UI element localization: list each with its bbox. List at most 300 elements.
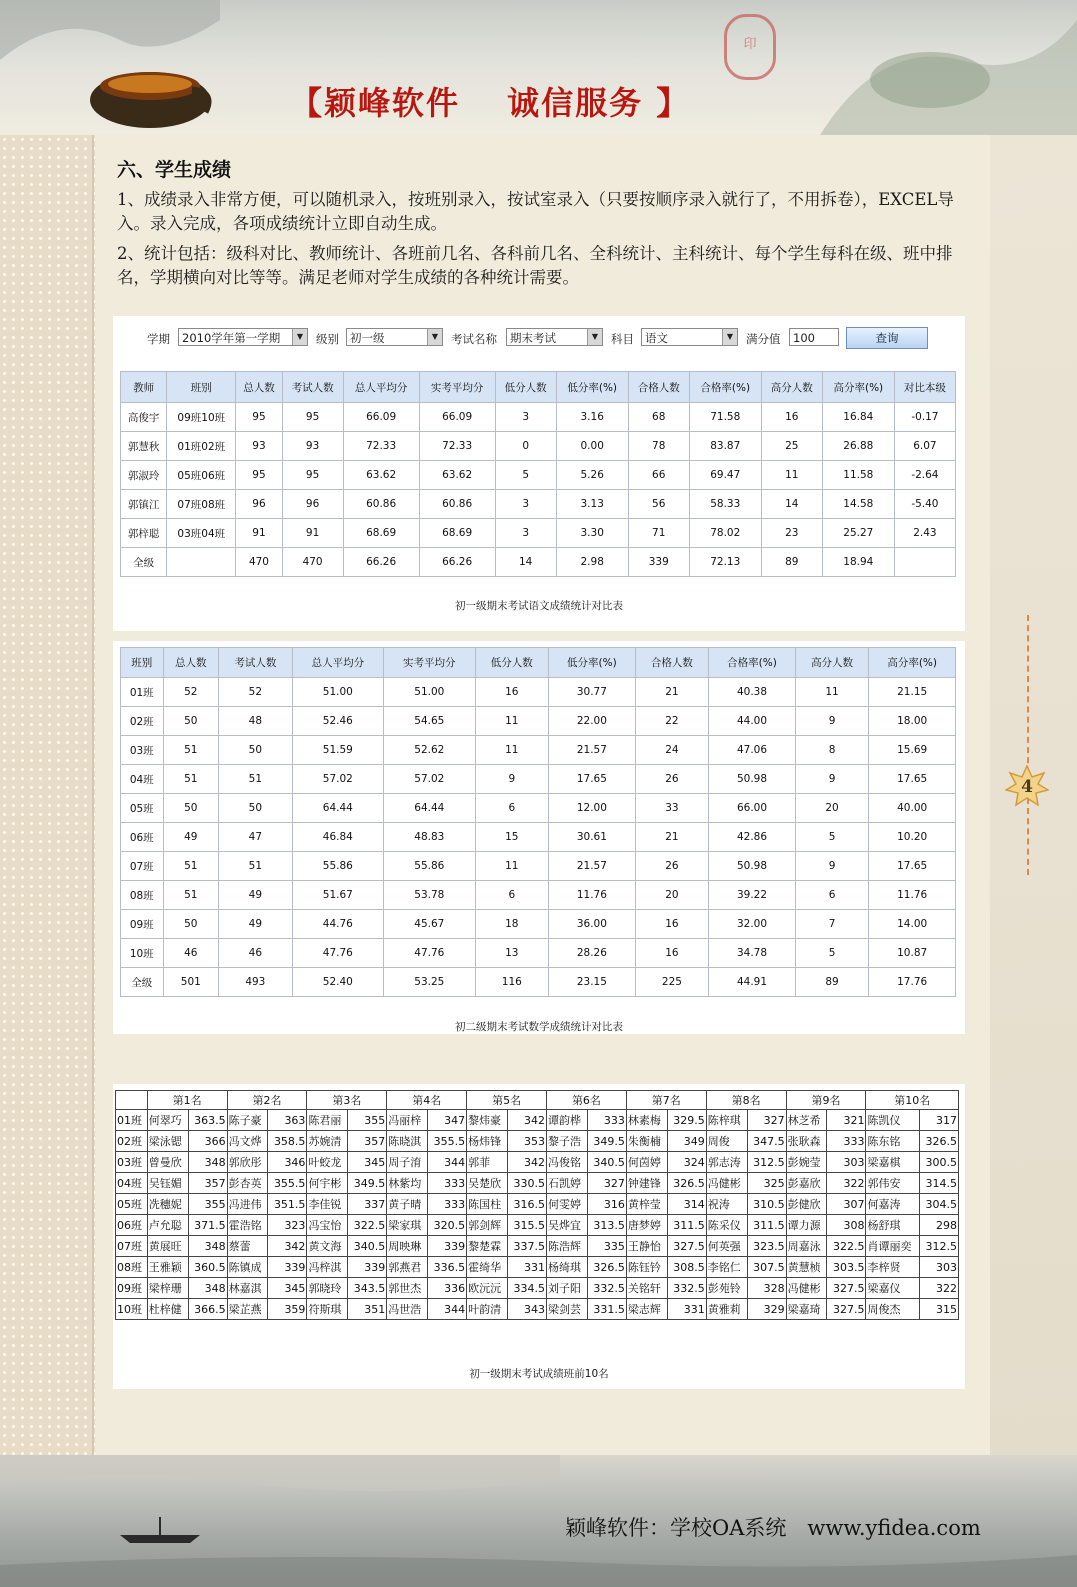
score-cell: 322.5 bbox=[827, 1236, 866, 1257]
table-cell: 57.02 bbox=[384, 765, 475, 794]
top10-panel bbox=[113, 1084, 965, 1389]
table-cell: 11 bbox=[475, 736, 549, 765]
student-name: 陈浩辉 bbox=[547, 1236, 588, 1257]
student-name: 周映琳 bbox=[387, 1236, 428, 1257]
student-name: 石凯婷 bbox=[547, 1173, 588, 1194]
student-name: 郭伟安 bbox=[866, 1173, 919, 1194]
table-cell: 05班 bbox=[121, 794, 164, 823]
table-cell: 55.86 bbox=[384, 852, 475, 881]
class-cell: 04班 bbox=[116, 1173, 148, 1194]
student-name: 肖谭丽奕 bbox=[866, 1236, 919, 1257]
table-row bbox=[121, 707, 956, 736]
score-cell: 360.5 bbox=[188, 1257, 227, 1278]
score-cell: 327.5 bbox=[827, 1299, 866, 1320]
table-cell: 郭慧秋 bbox=[121, 432, 167, 461]
column-header: 教师 bbox=[121, 372, 167, 403]
score-cell: 326.5 bbox=[587, 1257, 626, 1278]
student-name: 冯梓淇 bbox=[307, 1257, 348, 1278]
score-cell: 343.5 bbox=[348, 1278, 387, 1299]
table-cell: 20 bbox=[635, 881, 709, 910]
table-cell bbox=[894, 548, 955, 577]
student-name: 冯健彬 bbox=[786, 1278, 827, 1299]
table-cell: 93 bbox=[236, 432, 282, 461]
score-cell: 315 bbox=[919, 1299, 958, 1320]
score-cell: 337.5 bbox=[507, 1236, 546, 1257]
column-header: 低分率(%) bbox=[556, 372, 628, 403]
score-cell: 317 bbox=[919, 1110, 958, 1131]
table-cell: 郭梓聪 bbox=[121, 519, 167, 548]
score-cell: 336.5 bbox=[428, 1257, 467, 1278]
score-cell: 314.5 bbox=[919, 1173, 958, 1194]
student-name: 梁家琪 bbox=[387, 1215, 428, 1236]
table-cell: 93 bbox=[282, 432, 343, 461]
student-name: 杜梓健 bbox=[147, 1299, 188, 1320]
class-cell: 10班 bbox=[116, 1299, 148, 1320]
table-cell: 5 bbox=[795, 823, 869, 852]
table-cell: 45.67 bbox=[384, 910, 475, 939]
table-cell: 66.00 bbox=[709, 794, 796, 823]
score-cell: 323.5 bbox=[747, 1236, 786, 1257]
table-cell: 52.62 bbox=[384, 736, 475, 765]
column-header: 合格率(%) bbox=[689, 372, 761, 403]
table-cell: 46 bbox=[163, 939, 219, 968]
score-cell: 326.5 bbox=[919, 1131, 958, 1152]
table-cell: 51 bbox=[219, 852, 293, 881]
column-header: 低分人数 bbox=[495, 372, 556, 403]
table-cell: 50 bbox=[163, 910, 219, 939]
table-cell: 42.86 bbox=[709, 823, 796, 852]
score-cell: 358.5 bbox=[268, 1131, 307, 1152]
score-cell: 337 bbox=[348, 1194, 387, 1215]
table-row bbox=[116, 1110, 959, 1131]
table-cell: 11 bbox=[795, 678, 869, 707]
table-cell: 14 bbox=[761, 490, 822, 519]
table-cell: 44.91 bbox=[709, 968, 796, 997]
column-header: 高分率(%) bbox=[822, 372, 894, 403]
table-cell: 51 bbox=[163, 765, 219, 794]
grade-select[interactable]: 初一级 ▼ bbox=[346, 328, 443, 346]
class-cell: 07班 bbox=[116, 1236, 148, 1257]
table-cell: 78.02 bbox=[689, 519, 761, 548]
score-cell: 332.5 bbox=[667, 1278, 706, 1299]
table-cell: 72.13 bbox=[689, 548, 761, 577]
table-cell: 51 bbox=[163, 852, 219, 881]
score-cell: 371.5 bbox=[188, 1215, 227, 1236]
table-cell: 郭镇江 bbox=[121, 490, 167, 519]
table-cell: 11.58 bbox=[822, 461, 894, 490]
student-name: 林嘉淇 bbox=[227, 1278, 268, 1299]
teacher-stats-panel bbox=[113, 316, 965, 631]
table-cell: 09班10班 bbox=[167, 403, 236, 432]
table-cell: 50 bbox=[219, 794, 293, 823]
class-cell: 02班 bbox=[116, 1131, 148, 1152]
table-cell: 72.33 bbox=[419, 432, 495, 461]
table-cell: 36.00 bbox=[549, 910, 636, 939]
column-header: 实考平均分 bbox=[419, 372, 495, 403]
column-header: 第1名 bbox=[147, 1091, 227, 1110]
table-row bbox=[121, 461, 956, 490]
score-cell: 315.5 bbox=[507, 1215, 546, 1236]
table-cell: 0.00 bbox=[556, 432, 628, 461]
student-name: 欧沅沅 bbox=[467, 1278, 508, 1299]
score-cell: 316.5 bbox=[507, 1194, 546, 1215]
table-cell: 25 bbox=[761, 432, 822, 461]
table-cell: 12.00 bbox=[549, 794, 636, 823]
table-row bbox=[121, 519, 956, 548]
table-cell: 33 bbox=[635, 794, 709, 823]
table-cell: 48.83 bbox=[384, 823, 475, 852]
table-cell: 3 bbox=[495, 403, 556, 432]
score-cell: 331.5 bbox=[587, 1299, 626, 1320]
table-cell: 10.20 bbox=[869, 823, 956, 852]
student-name: 梁嘉琦 bbox=[786, 1299, 827, 1320]
table-row bbox=[121, 852, 956, 881]
student-name: 黄文海 bbox=[307, 1236, 348, 1257]
table-cell: 3.13 bbox=[556, 490, 628, 519]
table-cell: 49 bbox=[219, 910, 293, 939]
table-cell: 16 bbox=[475, 678, 549, 707]
table-cell: 02班 bbox=[121, 707, 164, 736]
table-cell: 66.26 bbox=[419, 548, 495, 577]
score-cell: 347.5 bbox=[747, 1131, 786, 1152]
student-name: 黎楚霖 bbox=[467, 1236, 508, 1257]
exam-label: 考试名称 bbox=[451, 332, 497, 346]
divider bbox=[92, 135, 94, 1455]
student-name: 黄子晴 bbox=[387, 1194, 428, 1215]
table-cell: 116 bbox=[475, 968, 549, 997]
column-header: 第3名 bbox=[307, 1091, 387, 1110]
student-name: 陈钰钤 bbox=[626, 1257, 667, 1278]
table-cell: 89 bbox=[795, 968, 869, 997]
score-cell: 342 bbox=[507, 1152, 546, 1173]
table-cell: 21.57 bbox=[549, 852, 636, 881]
score-cell: 324 bbox=[667, 1152, 706, 1173]
student-name: 冯健彬 bbox=[706, 1173, 747, 1194]
table-cell: 64.44 bbox=[384, 794, 475, 823]
subject-label: 科目 bbox=[611, 332, 634, 346]
student-name: 周俊 bbox=[706, 1131, 747, 1152]
student-name: 曾曼欣 bbox=[147, 1152, 188, 1173]
table-cell: 39.22 bbox=[709, 881, 796, 910]
score-cell: 321 bbox=[827, 1110, 866, 1131]
table-cell: 52.40 bbox=[292, 968, 383, 997]
student-name: 陈凯仪 bbox=[866, 1110, 919, 1131]
table-cell: 21.15 bbox=[869, 678, 956, 707]
table-cell: 16 bbox=[635, 939, 709, 968]
table-cell: 54.65 bbox=[384, 707, 475, 736]
table-cell: 68.69 bbox=[419, 519, 495, 548]
student-name: 梁志辉 bbox=[626, 1299, 667, 1320]
student-name: 周俊杰 bbox=[866, 1299, 919, 1320]
table-cell: 51 bbox=[163, 736, 219, 765]
table-cell: 6 bbox=[795, 881, 869, 910]
column-header: 第10名 bbox=[866, 1091, 959, 1110]
score-cell: 333 bbox=[428, 1194, 467, 1215]
student-name: 梁嘉仪 bbox=[866, 1278, 919, 1299]
table-row bbox=[121, 881, 956, 910]
column-header: 第5名 bbox=[467, 1091, 547, 1110]
column-header: 总人平均分 bbox=[343, 372, 419, 403]
table-cell: 53.78 bbox=[384, 881, 475, 910]
table-cell: 16 bbox=[761, 403, 822, 432]
table-cell: 49 bbox=[219, 881, 293, 910]
score-cell: 313.5 bbox=[587, 1215, 626, 1236]
table-cell: 71 bbox=[628, 519, 689, 548]
score-cell: 326.5 bbox=[667, 1173, 706, 1194]
table-cell: 46.84 bbox=[292, 823, 383, 852]
student-name: 何嘉涛 bbox=[866, 1194, 919, 1215]
student-name: 冯丽梓 bbox=[387, 1110, 428, 1131]
table-row bbox=[116, 1152, 959, 1173]
student-name: 陈梓琪 bbox=[706, 1110, 747, 1131]
score-cell: 303.5 bbox=[827, 1257, 866, 1278]
score-cell: 311.5 bbox=[747, 1215, 786, 1236]
score-cell: 310.5 bbox=[747, 1194, 786, 1215]
score-cell: 340.5 bbox=[348, 1236, 387, 1257]
table-row bbox=[121, 910, 956, 939]
table-cell: 7 bbox=[795, 910, 869, 939]
table-row bbox=[121, 968, 956, 997]
table-cell: 470 bbox=[236, 548, 282, 577]
table-cell: 50.98 bbox=[709, 765, 796, 794]
student-name: 彭婉莹 bbox=[786, 1152, 827, 1173]
student-name: 黄展旺 bbox=[147, 1236, 188, 1257]
table-cell: 51 bbox=[163, 881, 219, 910]
class-stats-panel bbox=[113, 641, 965, 1034]
student-name: 彭杏英 bbox=[227, 1173, 268, 1194]
score-cell: 322 bbox=[919, 1278, 958, 1299]
score-cell: 320.5 bbox=[428, 1215, 467, 1236]
table-cell: 9 bbox=[475, 765, 549, 794]
student-name: 陈镇成 bbox=[227, 1257, 268, 1278]
score-cell: 339 bbox=[428, 1236, 467, 1257]
table-cell: 15.69 bbox=[869, 736, 956, 765]
student-name: 郭晓玲 bbox=[307, 1278, 348, 1299]
score-cell: 336 bbox=[428, 1278, 467, 1299]
table-cell: 11 bbox=[761, 461, 822, 490]
student-name: 谭韵桦 bbox=[547, 1110, 588, 1131]
score-cell: 312.5 bbox=[747, 1152, 786, 1173]
table-cell: 08班 bbox=[121, 881, 164, 910]
score-cell: 344 bbox=[428, 1299, 467, 1320]
table-cell: 48 bbox=[219, 707, 293, 736]
table-cell: 2.43 bbox=[894, 519, 955, 548]
score-cell: 363.5 bbox=[188, 1110, 227, 1131]
subject-select[interactable]: 语文 ▼ bbox=[641, 328, 738, 346]
table-cell: 56 bbox=[628, 490, 689, 519]
table-cell: 51.00 bbox=[292, 678, 383, 707]
score-cell: 340.5 bbox=[587, 1152, 626, 1173]
table-cell: 11.76 bbox=[549, 881, 636, 910]
table-cell: 47.06 bbox=[709, 736, 796, 765]
score-cell: 325 bbox=[747, 1173, 786, 1194]
table-cell: 53.25 bbox=[384, 968, 475, 997]
table-cell: 91 bbox=[282, 519, 343, 548]
table-cell: 17.65 bbox=[869, 852, 956, 881]
table-row bbox=[116, 1173, 959, 1194]
table-cell: 95 bbox=[282, 403, 343, 432]
student-name: 郭世杰 bbox=[387, 1278, 428, 1299]
table-cell bbox=[167, 548, 236, 577]
score-cell: 303 bbox=[827, 1152, 866, 1173]
column-header: 总人平均分 bbox=[292, 648, 383, 678]
student-name: 林芝希 bbox=[786, 1110, 827, 1131]
score-cell: 359 bbox=[268, 1299, 307, 1320]
score-cell: 335 bbox=[587, 1236, 626, 1257]
student-name: 吴钰媚 bbox=[147, 1173, 188, 1194]
student-name: 苏婉清 bbox=[307, 1131, 348, 1152]
table-cell: 15 bbox=[475, 823, 549, 852]
score-cell: 314 bbox=[667, 1194, 706, 1215]
table-cell: 16 bbox=[635, 910, 709, 939]
student-name: 黎炜豪 bbox=[467, 1110, 508, 1131]
student-name: 黎子浩 bbox=[547, 1131, 588, 1152]
class-cell: 03班 bbox=[116, 1152, 148, 1173]
table-cell: 50 bbox=[163, 794, 219, 823]
table-cell: 60.86 bbox=[343, 490, 419, 519]
score-cell: 307.5 bbox=[747, 1257, 786, 1278]
column-header: 班别 bbox=[121, 648, 164, 678]
student-name: 王雅颖 bbox=[147, 1257, 188, 1278]
score-cell: 331 bbox=[507, 1257, 546, 1278]
score-cell: 351 bbox=[348, 1299, 387, 1320]
table-cell: 6.07 bbox=[894, 432, 955, 461]
column-header: 高分人数 bbox=[795, 648, 869, 678]
table-cell: 17.65 bbox=[549, 765, 636, 794]
table-row bbox=[121, 939, 956, 968]
table-cell: 339 bbox=[628, 548, 689, 577]
table-row bbox=[116, 1257, 959, 1278]
table-cell: 26.88 bbox=[822, 432, 894, 461]
filter-bar bbox=[113, 326, 958, 350]
score-cell: 347 bbox=[428, 1110, 467, 1131]
table-cell: 68.69 bbox=[343, 519, 419, 548]
table-cell: 66.26 bbox=[343, 548, 419, 577]
table-row bbox=[121, 823, 956, 852]
student-name: 杨炜锋 bbox=[467, 1131, 508, 1152]
table-row bbox=[121, 736, 956, 765]
table-cell: 66.09 bbox=[419, 403, 495, 432]
header-banner bbox=[0, 0, 1077, 135]
table-cell: 06班 bbox=[121, 823, 164, 852]
table-cell: 51.00 bbox=[384, 678, 475, 707]
student-name: 陈子豪 bbox=[227, 1110, 268, 1131]
column-header: 低分人数 bbox=[475, 648, 549, 678]
table-cell: 9 bbox=[795, 765, 869, 794]
table-cell: 28.26 bbox=[549, 939, 636, 968]
table-cell: 95 bbox=[236, 403, 282, 432]
table-cell: 21 bbox=[635, 678, 709, 707]
student-name: 王静怡 bbox=[626, 1236, 667, 1257]
table-cell: 23.15 bbox=[549, 968, 636, 997]
column-header: 第8名 bbox=[706, 1091, 786, 1110]
student-name: 冯宝怡 bbox=[307, 1215, 348, 1236]
score-cell: 357 bbox=[348, 1131, 387, 1152]
table-cell: 03班 bbox=[121, 736, 164, 765]
score-cell: 355.5 bbox=[428, 1131, 467, 1152]
score-cell: 300.5 bbox=[919, 1152, 958, 1173]
table-cell: 18 bbox=[475, 910, 549, 939]
column-header: 第4名 bbox=[387, 1091, 467, 1110]
table-cell: 21.57 bbox=[549, 736, 636, 765]
score-cell: 333 bbox=[428, 1173, 467, 1194]
student-name: 梁梓珊 bbox=[147, 1278, 188, 1299]
score-cell: 348 bbox=[188, 1278, 227, 1299]
table-header-row bbox=[116, 1091, 959, 1110]
column-header: 低分率(%) bbox=[549, 648, 636, 678]
paragraph-1: 1、成绩录入非常方便，可以随机录入，按班别录入，按试室录入（只要按顺序录入就行了，不用拆卷），EXCEL导入。录入完成，各项成绩统计立即自动生成。 bbox=[117, 190, 954, 233]
class-cell: 09班 bbox=[116, 1278, 148, 1299]
table-cell: 3.30 bbox=[556, 519, 628, 548]
table-cell: 22.00 bbox=[549, 707, 636, 736]
table-cell: 30.61 bbox=[549, 823, 636, 852]
table-cell: 49 bbox=[163, 823, 219, 852]
chevron-down-icon: ▼ bbox=[587, 329, 602, 345]
table-cell: 03班04班 bbox=[167, 519, 236, 548]
student-name: 彭苑铃 bbox=[706, 1278, 747, 1299]
score-cell: 330.5 bbox=[507, 1173, 546, 1194]
table-cell: 05班06班 bbox=[167, 461, 236, 490]
table-cell: 52 bbox=[219, 678, 293, 707]
table-cell: 63.62 bbox=[343, 461, 419, 490]
table-cell: 34.78 bbox=[709, 939, 796, 968]
table-cell: 55.86 bbox=[292, 852, 383, 881]
table-cell: 3 bbox=[495, 490, 556, 519]
table-cell: 全级 bbox=[121, 968, 164, 997]
score-cell: 343 bbox=[507, 1299, 546, 1320]
student-name: 陈晓淇 bbox=[387, 1131, 428, 1152]
score-cell: 332.5 bbox=[587, 1278, 626, 1299]
score-cell: 312.5 bbox=[919, 1236, 958, 1257]
fullscore-input[interactable]: 100 bbox=[789, 328, 839, 346]
left-decorative-band bbox=[0, 135, 95, 1455]
table-header-row bbox=[121, 648, 956, 678]
table-cell: 95 bbox=[236, 461, 282, 490]
table-row bbox=[121, 765, 956, 794]
score-cell: 327 bbox=[747, 1110, 786, 1131]
exam-select[interactable]: 期末考试 ▼ bbox=[506, 328, 603, 346]
score-cell: 355 bbox=[188, 1194, 227, 1215]
term-select[interactable]: 2010学年第一学期 ▼ bbox=[178, 328, 308, 346]
student-name: 彭嘉欣 bbox=[786, 1173, 827, 1194]
student-name: 冯文烨 bbox=[227, 1131, 268, 1152]
table-cell: 07班08班 bbox=[167, 490, 236, 519]
query-button[interactable]: 查询 bbox=[846, 327, 928, 349]
student-name: 霍浩铭 bbox=[227, 1215, 268, 1236]
table-cell: 10.87 bbox=[869, 939, 956, 968]
student-name: 钟建锋 bbox=[626, 1173, 667, 1194]
score-cell: 345 bbox=[268, 1278, 307, 1299]
table-cell: 5 bbox=[795, 939, 869, 968]
score-cell: 346 bbox=[268, 1152, 307, 1173]
table-cell: 78 bbox=[628, 432, 689, 461]
table-cell: 6 bbox=[475, 881, 549, 910]
fullscore-label: 满分值 bbox=[746, 332, 781, 346]
table-cell: 96 bbox=[236, 490, 282, 519]
score-cell: 323 bbox=[268, 1215, 307, 1236]
score-cell: 348 bbox=[188, 1236, 227, 1257]
table-cell: 20 bbox=[795, 794, 869, 823]
table-cell: 225 bbox=[635, 968, 709, 997]
table-cell: 44.00 bbox=[709, 707, 796, 736]
table-cell: 9 bbox=[795, 852, 869, 881]
student-name: 刘子阳 bbox=[547, 1278, 588, 1299]
student-name: 梁泳锶 bbox=[147, 1131, 188, 1152]
student-name: 符斯琪 bbox=[307, 1299, 348, 1320]
table-row bbox=[116, 1194, 959, 1215]
top10-table bbox=[115, 1090, 959, 1320]
table-cell: 470 bbox=[282, 548, 343, 577]
